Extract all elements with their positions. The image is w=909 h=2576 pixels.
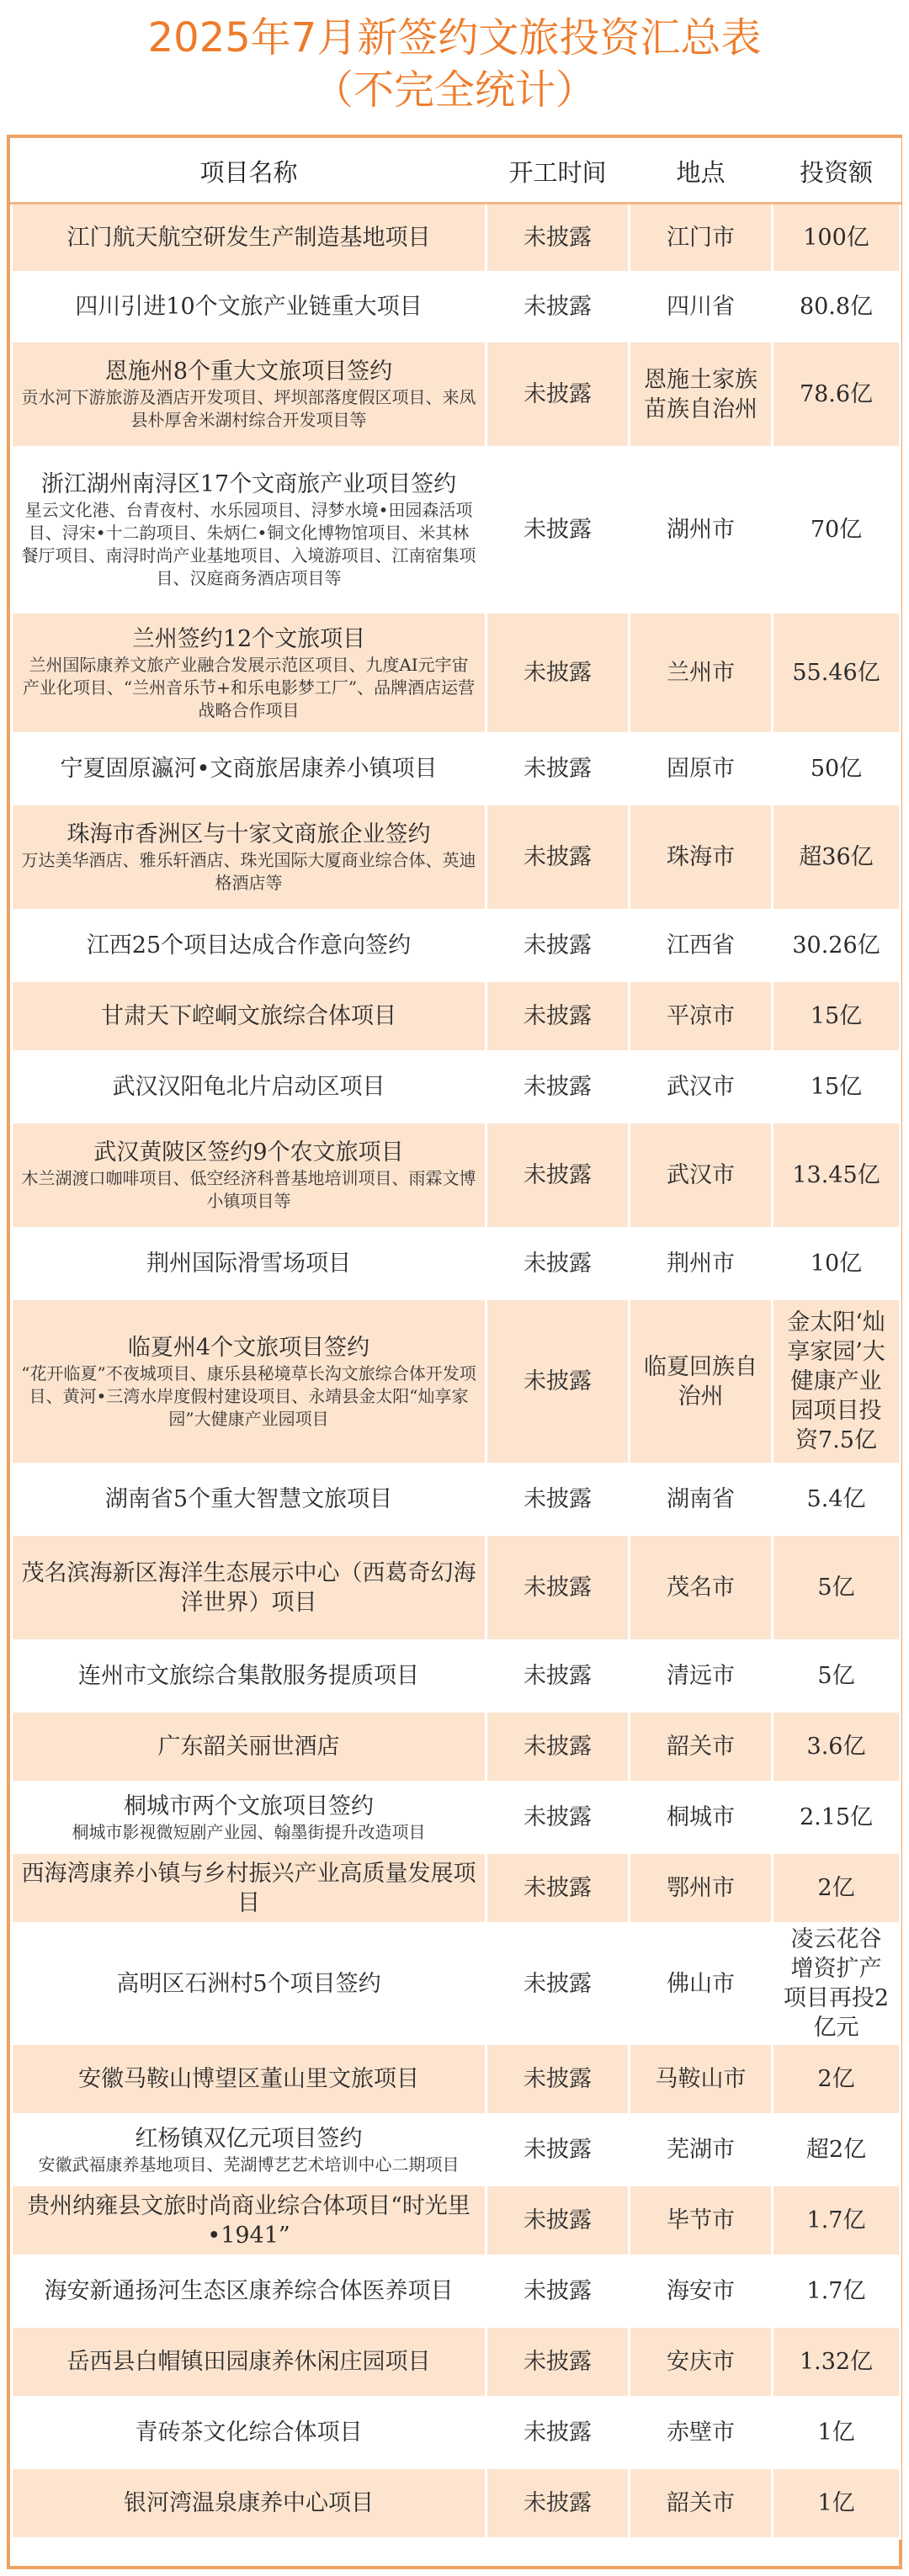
table-row bbox=[12, 2398, 901, 2468]
project-title: 荆州国际滑雪场项目 bbox=[146, 1251, 351, 1277]
cell-project-name bbox=[12, 448, 486, 613]
project-title: 武汉汉阳龟北片启动区项目 bbox=[112, 1074, 385, 1100]
cell-start-time: 未披露 bbox=[486, 342, 630, 448]
cell-investment: 2.15亿 bbox=[773, 1782, 901, 1853]
cell-start-time: 未披露 bbox=[486, 2115, 630, 2186]
cell-project-name bbox=[12, 2468, 486, 2539]
project-title: 茂名滨海新区海洋生态展示中心（西葛奇幻海洋世界）项目 bbox=[21, 1559, 476, 1616]
cell-location: 鄂州市 bbox=[630, 1853, 773, 1924]
project-detail: “花开临夏”不夜城项目、康乐县秘境草长沟文旅综合体开发项目、黄河•三湾水岸度假村建设项目、永靖县金太阳“灿享家园”大健康产业园项目 bbox=[21, 1362, 476, 1429]
project-title: 桐城市两个文旅项目签约 bbox=[124, 1793, 374, 1819]
cell-start-time: 未披露 bbox=[486, 981, 630, 1052]
table-row bbox=[12, 805, 901, 911]
cell-project-name bbox=[12, 981, 486, 1052]
cell-investment: 100亿 bbox=[773, 204, 901, 273]
project-title: 西海湾康养小镇与乡村振兴产业高质量发展项目 bbox=[21, 1860, 476, 1916]
cell-location: 湖州市 bbox=[630, 448, 773, 613]
project-title: 连州市文旅综合集散服务提质项目 bbox=[78, 1663, 419, 1689]
cell-start-time: 未披露 bbox=[486, 1641, 630, 1712]
cell-project-name bbox=[12, 1924, 486, 2044]
table-row bbox=[12, 448, 901, 613]
project-title: 武汉黄陂区签约9个农文旅项目 bbox=[93, 1139, 404, 1166]
table-row bbox=[12, 2256, 901, 2327]
cell-project-name bbox=[12, 1052, 486, 1123]
cell-location: 马鞍山市 bbox=[630, 2044, 773, 2115]
cell-investment: 10亿 bbox=[773, 1229, 901, 1299]
cell-location: 固原市 bbox=[630, 734, 773, 805]
cell-investment: 1.7亿 bbox=[773, 2186, 901, 2256]
header-start-time: 开工时间 bbox=[486, 140, 630, 204]
cell-project-name bbox=[12, 273, 486, 342]
cell-location: 恩施土家族苗族自治州 bbox=[630, 342, 773, 448]
cell-investment: 2亿 bbox=[773, 2044, 901, 2115]
table-row bbox=[12, 1712, 901, 1782]
table-row bbox=[12, 1782, 901, 1853]
project-detail: 贡水河下游旅游及酒店开发项目、坪坝部落度假区项目、来凤县朴厚舍米湖村综合开发项目等 bbox=[21, 387, 476, 430]
project-title: 兰州签约12个文旅项目 bbox=[131, 625, 366, 652]
cell-project-name bbox=[12, 1464, 486, 1535]
project-detail: 安徽武福康养基地项目、芜湖博艺艺术培训中心二期项目 bbox=[38, 2154, 460, 2175]
cell-location: 江西省 bbox=[630, 911, 773, 981]
table-row bbox=[12, 981, 901, 1052]
cell-investment: 3.6亿 bbox=[773, 1712, 901, 1782]
table-row bbox=[12, 2186, 901, 2256]
project-title: 江门航天航空研发生产制造基地项目 bbox=[66, 225, 431, 251]
project-detail: 木兰湖渡口咖啡项目、低空经济科普基地培训项目、雨霖文博小镇项目等 bbox=[21, 1168, 476, 1211]
cell-start-time: 未披露 bbox=[486, 1712, 630, 1782]
cell-start-time: 未披露 bbox=[486, 2468, 630, 2539]
cell-project-name bbox=[12, 1299, 486, 1464]
project-title: 广东韶关丽世酒店 bbox=[157, 1734, 340, 1760]
table-row bbox=[12, 1229, 901, 1299]
project-title: 甘肃天下崆峒文旅综合体项目 bbox=[101, 1003, 396, 1029]
header-location: 地点 bbox=[630, 140, 773, 204]
cell-investment: 1.7亿 bbox=[773, 2256, 901, 2327]
cell-start-time: 未披露 bbox=[486, 1535, 630, 1641]
cell-project-name bbox=[12, 911, 486, 981]
project-detail: 星云文化港、台青夜村、水乐园项目、浔梦水境•田园森活项目、浔宋•十二韵项目、朱炳仁•铜文化博物馆项目、米其林餐厅项目、南浔时尚产业基地项目、入境游项目、江南宿集项目、汉庭商务酒店项目等 bbox=[21, 500, 476, 588]
cell-project-name bbox=[12, 1123, 486, 1229]
page-title: 2025年7月新签约文旅投资汇总表 bbox=[147, 14, 762, 61]
cell-location: 安庆市 bbox=[630, 2327, 773, 2398]
cell-project-name bbox=[12, 1853, 486, 1924]
cell-investment: 1.32亿 bbox=[773, 2327, 901, 2398]
cell-start-time: 未披露 bbox=[486, 1299, 630, 1464]
cell-location: 珠海市 bbox=[630, 805, 773, 911]
header-investment: 投资额 bbox=[773, 140, 901, 204]
cell-project-name bbox=[12, 342, 486, 448]
cell-start-time: 未披露 bbox=[486, 805, 630, 911]
cell-investment: 30.26亿 bbox=[773, 911, 901, 981]
table-row bbox=[12, 1641, 901, 1712]
project-title: 海安新通扬河生态区康养综合体医养项目 bbox=[44, 2278, 454, 2304]
project-detail: 桐城市影视微短剧产业园、翰墨街提升改造项目 bbox=[72, 1821, 426, 1842]
cell-location: 清远市 bbox=[630, 1641, 773, 1712]
project-title: 岳西县白帽镇田园康养休闲庄园项目 bbox=[66, 2349, 431, 2375]
cell-project-name bbox=[12, 2256, 486, 2327]
project-title: 青砖茶文化综合体项目 bbox=[135, 2419, 363, 2446]
cell-project-name bbox=[12, 2044, 486, 2115]
cell-location: 佛山市 bbox=[630, 1924, 773, 2044]
table-row bbox=[12, 1052, 901, 1123]
cell-location: 武汉市 bbox=[630, 1052, 773, 1123]
project-title: 临夏州4个文旅项目签约 bbox=[127, 1334, 370, 1361]
cell-location: 芜湖市 bbox=[630, 2115, 773, 2186]
cell-investment: 15亿 bbox=[773, 981, 901, 1052]
cell-start-time: 未披露 bbox=[486, 273, 630, 342]
table-row bbox=[12, 1464, 901, 1535]
cell-location: 韶关市 bbox=[630, 2468, 773, 2539]
cell-location: 赤壁市 bbox=[630, 2398, 773, 2468]
project-detail: 万达美华酒店、雅乐轩酒店、珠光国际大厦商业综合体、英迪格酒店等 bbox=[21, 850, 476, 893]
cell-investment: 超2亿 bbox=[773, 2115, 901, 2186]
table-row bbox=[12, 1853, 901, 1924]
cell-project-name bbox=[12, 2398, 486, 2468]
project-title: 银河湾温泉康养中心项目 bbox=[124, 2490, 374, 2516]
cell-project-name bbox=[12, 613, 486, 734]
cell-location: 荆州市 bbox=[630, 1229, 773, 1299]
cell-investment: 超36亿 bbox=[773, 805, 901, 911]
cell-investment: 金太阳‘灿享家园’大健康产业园项目投资7.5亿 bbox=[773, 1299, 901, 1464]
table-row bbox=[12, 2115, 901, 2186]
table-row bbox=[12, 204, 901, 273]
table-header-row bbox=[12, 140, 901, 204]
table-row bbox=[12, 2468, 901, 2539]
cell-project-name bbox=[12, 734, 486, 805]
cell-start-time: 未披露 bbox=[486, 1782, 630, 1853]
cell-project-name bbox=[12, 2115, 486, 2186]
cell-investment: 15亿 bbox=[773, 1052, 901, 1123]
cell-location: 毕节市 bbox=[630, 2186, 773, 2256]
cell-location: 临夏回族自治州 bbox=[630, 1299, 773, 1464]
project-title: 高明区石洲村5个项目签约 bbox=[116, 1970, 381, 1997]
cell-location: 江门市 bbox=[630, 204, 773, 273]
cell-location: 兰州市 bbox=[630, 613, 773, 734]
cell-location: 湖南省 bbox=[630, 1464, 773, 1535]
cell-start-time: 未披露 bbox=[486, 1229, 630, 1299]
cell-investment: 2亿 bbox=[773, 1853, 901, 1924]
cell-project-name bbox=[12, 1641, 486, 1712]
table-row bbox=[12, 2327, 901, 2398]
project-title: 浙江湖州南浔区17个文商旅产业项目签约 bbox=[40, 471, 457, 497]
cell-start-time: 未披露 bbox=[486, 448, 630, 613]
cell-start-time: 未披露 bbox=[486, 1464, 630, 1535]
cell-project-name bbox=[12, 2186, 486, 2256]
project-title: 贵州纳雍县文旅时尚商业综合体项目“时光里•1941” bbox=[27, 2192, 470, 2249]
cell-start-time: 未披露 bbox=[486, 2186, 630, 2256]
table-row bbox=[12, 613, 901, 734]
project-title: 四川引进10个文旅产业链重大项目 bbox=[75, 294, 423, 320]
cell-investment: 5亿 bbox=[773, 1535, 901, 1641]
cell-investment: 1亿 bbox=[773, 2468, 901, 2539]
cell-start-time: 未披露 bbox=[486, 204, 630, 273]
cell-investment: 5亿 bbox=[773, 1641, 901, 1712]
cell-location: 桐城市 bbox=[630, 1782, 773, 1853]
table-row bbox=[12, 342, 901, 448]
cell-location: 四川省 bbox=[630, 273, 773, 342]
cell-location: 韶关市 bbox=[630, 1712, 773, 1782]
project-title: 恩施州8个重大文旅项目签约 bbox=[104, 359, 393, 385]
investment-table bbox=[7, 135, 902, 2569]
project-detail: 兰州国际康养文旅产业融合发展示范区项目、九度AI元宇宙产业化项目、“兰州音乐节+和乐电影梦工厂”、品牌酒店运营战略合作项目 bbox=[22, 654, 476, 720]
cell-project-name bbox=[12, 2327, 486, 2398]
cell-project-name bbox=[12, 1535, 486, 1641]
project-title: 红杨镇双亿元项目签约 bbox=[135, 2125, 363, 2152]
cell-start-time: 未披露 bbox=[486, 911, 630, 981]
cell-investment: 50亿 bbox=[773, 734, 901, 805]
cell-investment: 80.8亿 bbox=[773, 273, 901, 342]
project-title: 宁夏固原瀛河•文商旅居康养小镇项目 bbox=[60, 756, 438, 782]
cell-project-name bbox=[12, 1229, 486, 1299]
cell-start-time: 未披露 bbox=[486, 1052, 630, 1123]
cell-project-name bbox=[12, 805, 486, 911]
cell-investment: 55.46亿 bbox=[773, 613, 901, 734]
page-subtitle: （不完全统计） bbox=[312, 66, 596, 114]
cell-start-time: 未披露 bbox=[486, 2398, 630, 2468]
cell-project-name bbox=[12, 1782, 486, 1853]
table-row bbox=[12, 1123, 901, 1229]
table-row bbox=[12, 273, 901, 342]
cell-investment: 13.45亿 bbox=[773, 1123, 901, 1229]
cell-start-time: 未披露 bbox=[486, 2044, 630, 2115]
cell-location: 茂名市 bbox=[630, 1535, 773, 1641]
cell-investment: 凌云花谷增资扩产项目再投2亿元 bbox=[773, 1924, 901, 2044]
cell-project-name bbox=[12, 1712, 486, 1782]
table-row bbox=[12, 911, 901, 981]
title-block bbox=[0, 0, 909, 135]
cell-investment: 5.4亿 bbox=[773, 1464, 901, 1535]
cell-project-name bbox=[12, 204, 486, 273]
cell-location: 海安市 bbox=[630, 2256, 773, 2327]
cell-location: 武汉市 bbox=[630, 1123, 773, 1229]
cell-investment: 78.6亿 bbox=[773, 342, 901, 448]
project-title: 珠海市香洲区与十家文商旅企业签约 bbox=[66, 821, 431, 847]
table-row bbox=[12, 2044, 901, 2115]
cell-investment: 1亿 bbox=[773, 2398, 901, 2468]
table-row bbox=[12, 1299, 901, 1464]
cell-investment: 70亿 bbox=[773, 448, 901, 613]
table-row bbox=[12, 1924, 901, 2044]
table-row bbox=[12, 1535, 901, 1641]
table-row bbox=[12, 734, 901, 805]
project-title: 安徽马鞍山博望区董山里文旅项目 bbox=[78, 2066, 419, 2092]
header-project-name: 项目名称 bbox=[12, 140, 486, 204]
cell-start-time: 未披露 bbox=[486, 1924, 630, 2044]
cell-start-time: 未披露 bbox=[486, 613, 630, 734]
cell-location: 平凉市 bbox=[630, 981, 773, 1052]
cell-start-time: 未披露 bbox=[486, 2256, 630, 2327]
cell-start-time: 未披露 bbox=[486, 1123, 630, 1229]
cell-start-time: 未披露 bbox=[486, 734, 630, 805]
project-title: 江西25个项目达成合作意向签约 bbox=[86, 932, 412, 959]
cell-start-time: 未披露 bbox=[486, 2327, 630, 2398]
project-title: 湖南省5个重大智慧文旅项目 bbox=[104, 1486, 393, 1512]
cell-start-time: 未披露 bbox=[486, 1853, 630, 1924]
